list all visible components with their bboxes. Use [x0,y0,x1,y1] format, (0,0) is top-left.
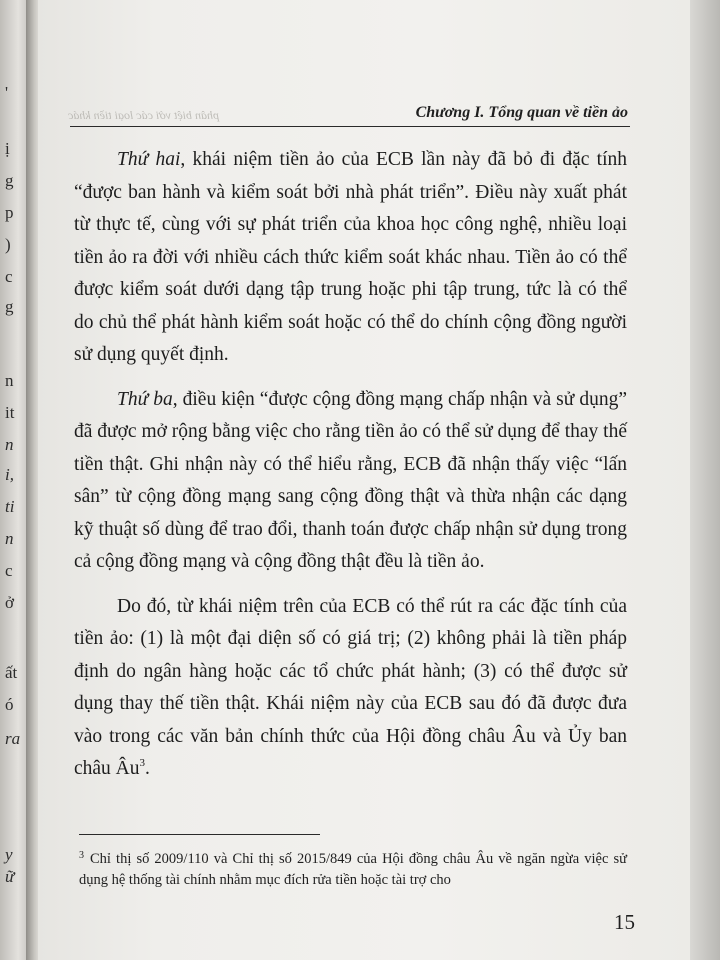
paragraph-lead: Thứ hai [117,149,181,170]
left-page-fragment: ị [5,139,10,158]
paragraph-text: Do đó, từ khái niệm trên của ECB có thể rút ra các đặc tính của tiền ảo: (1) là một đại diện số có giá trị; (2) không phải là tiền pháp định do ngân hàng hoặc các tổ chức phát hành; (3) có thể được sử dụng thay thế tiền thật. Khái niệm này của ECB sau đó đã được đưa vào trong các văn bản chính thức của Hội đồng châu Âu và Ủy ban châu Âu [74,595,627,779]
left-page-fragment: ' [5,83,9,102]
left-page-fragment: ữ [5,867,15,886]
left-page-fragment: it [5,403,15,422]
left-page-fragment: ở [5,593,14,612]
paragraph-lead: Thứ ba [117,388,173,410]
paragraph-2 [74,384,627,579]
left-page-fragment: n [5,371,14,390]
footnote-reference: 3 [139,757,146,769]
left-page-fragment: ) [5,235,11,254]
left-page-fragment: c [5,267,13,286]
footnote-rule [79,834,320,835]
left-page-fragment: g [5,171,14,190]
left-page-fragment: i, [5,465,14,484]
left-page-fragment: y [5,845,13,864]
left-page-fragment: ti [5,497,15,516]
paragraph-3 [74,591,627,786]
page-number: 15 [614,910,635,934]
left-page-fragment: g [5,297,14,316]
paragraph-end: . [145,758,150,779]
header-rule [70,126,630,127]
left-page-fragment: n [5,529,14,548]
footnote-marker: 3 [79,850,84,861]
running-header [68,104,628,124]
left-page-fragment: ất [5,663,18,682]
left-page-fragment: ra [5,729,21,748]
paragraph-1 [74,144,627,372]
footnote [79,845,627,891]
header-bleed-through: phân biệt với các loại tiền khác [68,108,220,122]
right-page-edge [690,0,720,960]
paragraph-text: , điều kiện “được cộng đồng mạng chấp nhận và sử dụng” đã được mở rộng bằng việc cho rằng tiền ảo có thể sử dụng để thay thế tiền thật. Ghi nhận này có thể hiểu rằng, ECB đã nhận thấy việc “lấn sân” từ cộng đồng mạng sang cộng đồng thật và thừa nhận các dạng kỹ thuật số dùng để trao đổi, thanh toán được chấp nhận sử dụng trong cả cộng đồng mạng và cộng đồng thật đều là tiền ảo. [74,388,628,572]
left-page-fragment: p [5,203,14,222]
body-text [74,144,627,786]
left-page-fragment: n [5,435,14,454]
paragraph-text: , khái niệm tiền ảo của ECB lần này đã bỏ đi đặc tính “được ban hành và kiểm soát bởi nhà phát triển”. Điều này xuất phát từ thực tế, cùng với sự phát triển của khoa học công nghệ, nhiều loại tiền ảo ra đời với nhiều cách thức kiểm soát khác nhau. Tiền ảo có thể được kiểm soát dưới dạng tập trung hoặc phi tập trung, tức là có thể do chủ thể phát hành kiểm soát hoặc có thể do chính cộng đồng người sử dụng quyết định. [74,149,627,365]
left-page-edge [0,0,26,960]
footnote-text: Chỉ thị số 2009/110 và Chỉ thị số 2015/849 của Hội đồng châu Âu về ngăn ngừa việc sử dụng hệ thống tài chính nhằm mục đích rửa tiền hoặc tài trợ cho [79,851,627,888]
chapter-title: Chương I. Tổng quan về tiền ảo [415,104,628,121]
left-page-fragment: c [5,561,13,580]
left-page-fragment: ó [5,695,14,714]
